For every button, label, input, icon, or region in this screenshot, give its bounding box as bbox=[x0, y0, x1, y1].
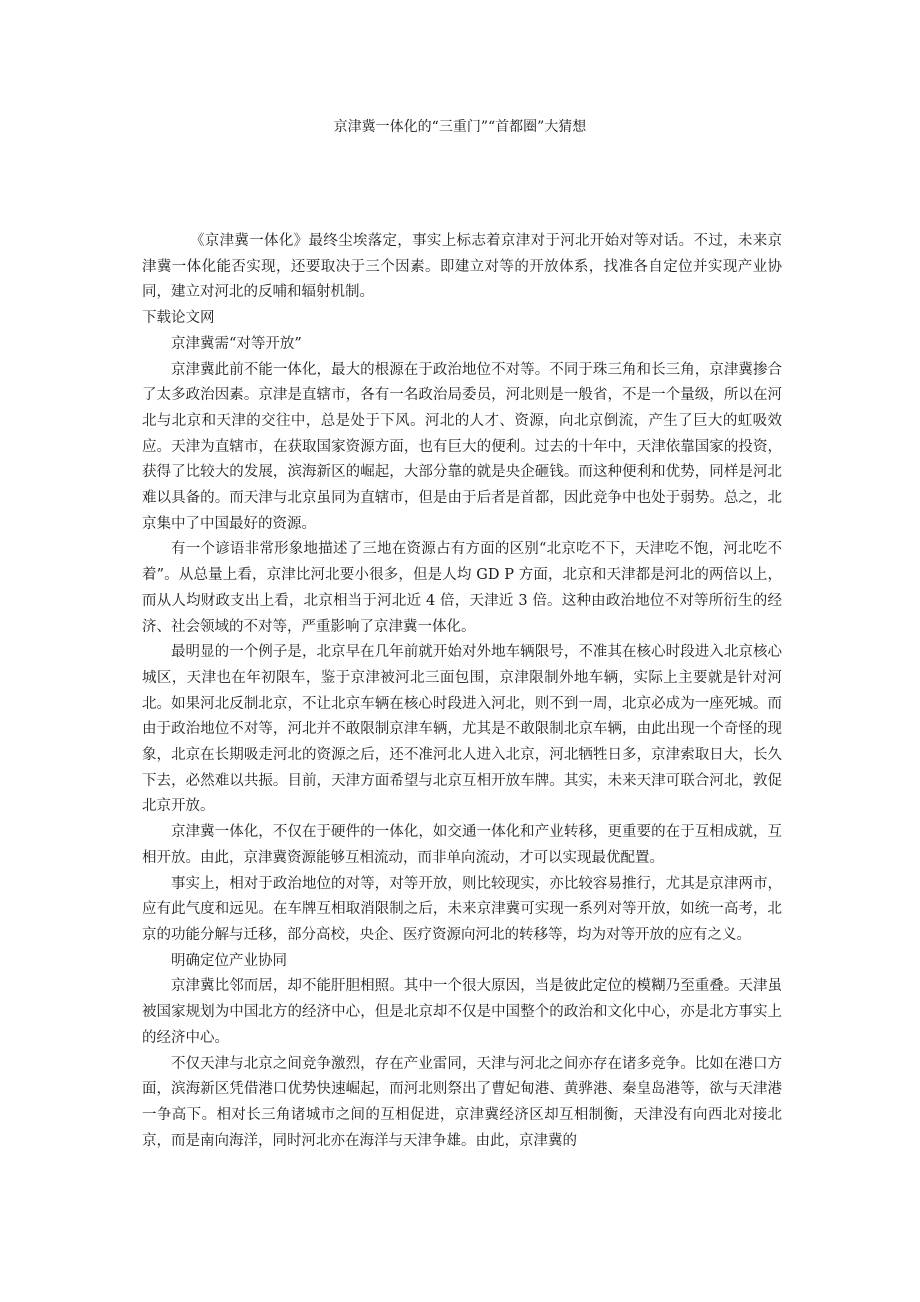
section-heading: 京津冀需“对等开放” bbox=[171, 335, 302, 352]
body-paragraph: 不仅天津与北京之间竞争激烈，存在产业雷同，天津与河北之间亦存在诸多竞争。比如在港口方面，滨海新区凭借港口优势快速崛起，而河北则祭出了曹妃甸港、黄骅港、秦皇岛港等，欲与天津港一争高下。相对长三角诸城市之间的互相促进，京津冀经济区却互相制衡，天津没有向西北对接北京，而是南向海洋，同时河北亦在海洋与天津争雄。由此，京津冀的 bbox=[142, 1055, 782, 1149]
document-body bbox=[142, 229, 782, 1154]
document-title: 京津冀一体化的“三重门”“首都圈”大猜想 bbox=[333, 119, 587, 135]
body-paragraph: 事实上，相对于政治地位的对等，对等开放，则比较现实，亦比较容易推行，尤其是京津两市，应有此气度和远见。在车牌互相取消限制之后，未来京津冀可实现一系列对等开放，如统一高考，北京的功能分解与迁移，部分高校，央企、医疗资源向河北的转移等，均为对等开放的应有之义。 bbox=[142, 875, 782, 943]
intro-paragraph: 《京津冀一体化》最终尘埃落定，事实上标志着京津对于河北开始对等对话。不过，未来京津冀一体化能否实现，还要取决于三个因素。即建立对等的开放体系，找准各自定位并实现产业协同，建立对河北的反哺和辐射机制。 bbox=[142, 233, 782, 301]
body-paragraph: 京津冀此前不能一体化，最大的根源在于政治地位不对等。不同于珠三角和长三角，京津冀掺合了太多政治因素。京津是直辖市，各有一名政治局委员，河北则是一般省，不是一个量级，所以在河北与北京和天津的交往中，总是处于下风。河北的人才、资源，向北京倒流，产生了巨大的虹吸效应。天津为直辖市，在获取国家资源方面，也有巨大的便利。过去的十年中，天津依靠国家的投资，获得了比较大的发展，滨海新区的崛起，大部分靠的就是央企砸钱。而这种便利和优势，同样是河北难以具备的。而天津与北京虽同为直辖市，但是由于后者是首都，因此竞争中也处于弱势。总之，北京集中了中国最好的资源。 bbox=[142, 361, 782, 532]
body-paragraph: 京津冀一体化，不仅在于硬件的一体化，如交通一体化和产业转移，更重要的在于互相成就，互相开放。由此，京津冀资源能够互相流动，而非单向流动，才可以实现最优配置。 bbox=[142, 824, 782, 866]
source-line: 下载论文网 bbox=[142, 310, 215, 327]
body-paragraph: 京津冀比邻而居，却不能肝胆相照。其中一个很大原因，当是彼此定位的模糊乃至重叠。天津虽被国家规划为中国北方的经济中心，但是北京却不仅是中国整个的政治和文化中心，亦是北方事实上的经济中心。 bbox=[142, 978, 782, 1046]
body-paragraph: 最明显的一个例子是，北京早在几年前就开始对外地车辆限号，不准其在核心时段进入北京核心城区，天津也在年初限车，鉴于京津被河北三面包围，京津限制外地车辆，实际上主要就是针对河北。如果河北反制北京，不让北京车辆在核心时段进入河北，则不到一周，北京必成为一座死城。而由于政治地位不对等，河北并不敢限制京津车辆，尤其是不敢限制北京车辆，由此出现一个奇怪的现象，北京在长期吸走河北的资源之后，还不准河北人进入北京，河北牺牲日多，京津索取日大，长久下去，必然难以共振。目前，天津方面希望与北京互相开放车牌。其实，未来天津可联合河北，敦促北京开放。 bbox=[142, 644, 782, 815]
section-heading: 明确定位产业协同 bbox=[171, 952, 287, 969]
body-paragraph: 有一个谚语非常形象地描述了三地在资源占有方面的区别“北京吃不下，天津吃不饱，河北吃不着”。从总量上看，京津比河北要小很多，但是人均 GD P 方面，北京和天津都是河北的两倍以上，而从人均财政支出上看，北京相当于河北近 4 倍，天津近 3 倍。这种由政治地位不对等所衍生的经济、社会领域的不对等，严重影响了京津冀一体化。 bbox=[142, 541, 782, 635]
